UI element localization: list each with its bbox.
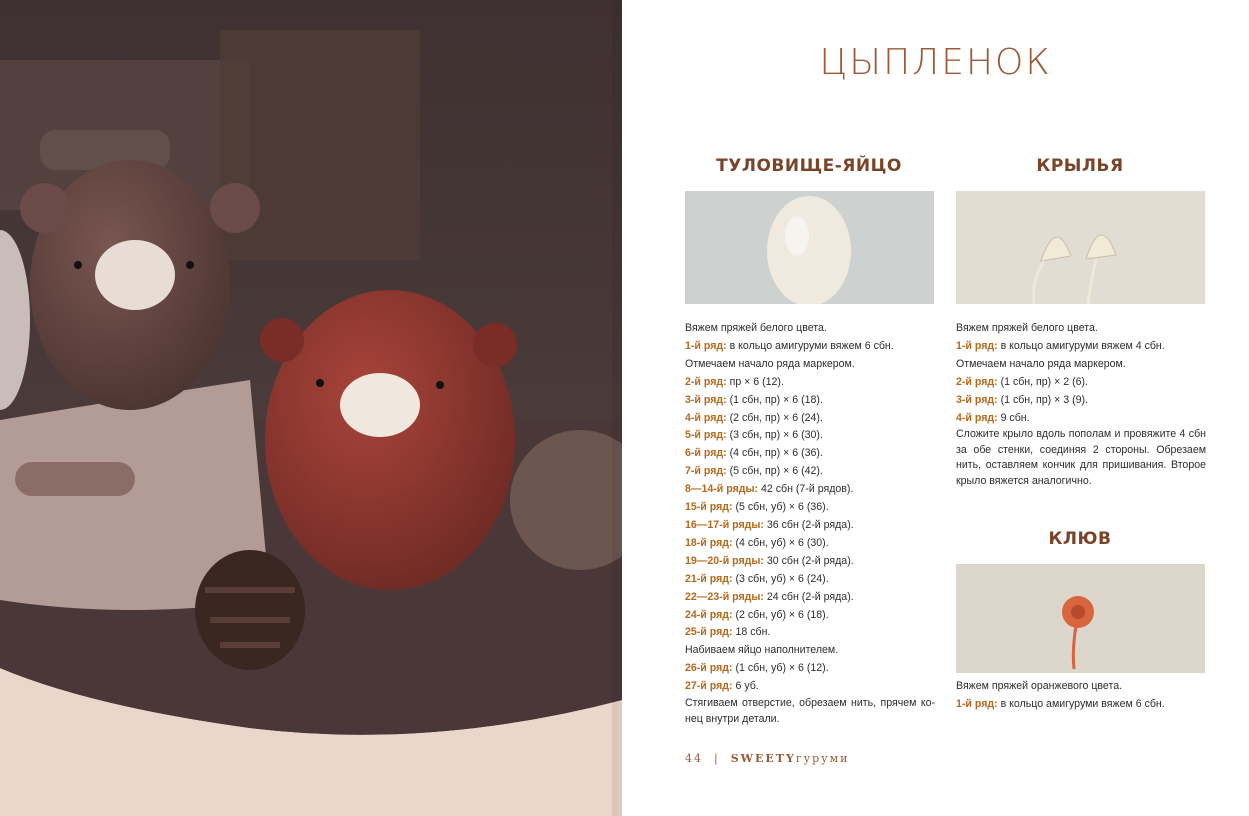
- row-label: 27-й ряд:: [685, 680, 733, 693]
- row-text: (4 сбн, уб) × 6 (30).: [732, 536, 829, 549]
- row-text: в кольцо амигуруми вяжем 6 сбн.: [726, 339, 894, 352]
- instruction-line: [956, 410, 1206, 428]
- row-text: (1 сбн, пр) × 3 (9).: [997, 393, 1089, 406]
- row-text: 6 уб.: [732, 680, 759, 693]
- row-text: 36 сбн (2-й ряда).: [763, 518, 854, 531]
- row-label: 4-й ряд:: [685, 411, 727, 424]
- row-label: 24-й ряд:: [685, 608, 733, 621]
- row-label: 1-й ряд:: [956, 697, 998, 710]
- page-number: 44: [685, 752, 703, 765]
- row-text: Набиваем яйцо наполнителем.: [685, 644, 839, 657]
- instruction-line: [685, 499, 935, 517]
- row-text: Отмечаем начало ряда маркером.: [956, 357, 1126, 370]
- row-text: (3 сбн, уб) × 6 (24).: [732, 572, 829, 585]
- row-label: 5-й ряд:: [685, 429, 727, 442]
- right-page: [622, 0, 1249, 816]
- row-text: 30 сбн (2-й ряда).: [763, 554, 854, 567]
- page-gutter-shadow: [612, 0, 622, 816]
- row-label: 6-й ряд:: [685, 447, 727, 460]
- instruction-line: [685, 517, 935, 535]
- row-text: Отмечаем начало ряда маркером.: [685, 357, 855, 370]
- row-label: 22—23-й ряды:: [685, 590, 764, 603]
- row-label: 4-й ряд:: [956, 411, 998, 424]
- instruction-line: [685, 338, 935, 356]
- instruction-line: [685, 320, 935, 338]
- instruction-line: [685, 392, 935, 410]
- row-label: 21-й ряд:: [685, 572, 733, 585]
- instruction-line: [956, 696, 1206, 714]
- row-label: 2-й ряд:: [956, 375, 998, 388]
- row-text: в кольцо амигуруми вяжем 4 сбн.: [997, 339, 1165, 352]
- row-text: (1 сбн, пр) × 6 (18).: [726, 393, 823, 406]
- row-text: пр × 6 (12).: [726, 375, 784, 388]
- body-section-heading: ТУЛОВИЩЕ-ЯЙЦО: [716, 156, 902, 176]
- instruction-line: [685, 642, 935, 660]
- row-label: 2-й ряд:: [685, 375, 727, 388]
- row-text: (1 сбн, уб) × 6 (12).: [732, 662, 829, 675]
- row-label: 1-й ряд:: [685, 339, 727, 352]
- row-text: 18 сбн.: [732, 626, 771, 639]
- row-label: 8—14-й ряды:: [685, 483, 759, 496]
- row-text: Вяжем пряжей белого цвета.: [956, 322, 1098, 334]
- row-label: 26-й ряд:: [685, 662, 733, 675]
- crochet-egg-body-photo: [685, 191, 934, 304]
- row-text: (3 сбн, пр) × 6 (30).: [726, 429, 823, 442]
- instruction-line: [956, 338, 1206, 356]
- row-text: (1 сбн, пр) × 2 (6).: [997, 375, 1089, 388]
- row-text: 42 сбн (7-й рядов).: [758, 483, 854, 496]
- instruction-line: [685, 445, 935, 463]
- row-text: 24 сбн (2-й ряда).: [763, 590, 854, 603]
- wings-closing-text: Сложите крыло вдоль пополам и провяжите 4 сбн за обе стенки, соединяя 2 стороны. Обрезаем нить, оставляем кончик для пришивания. Второе крыло вяжется аналогично.: [956, 428, 1206, 487]
- instruction-line: [685, 481, 935, 499]
- row-text: Вяжем пряжей белого цвета.: [685, 322, 827, 334]
- row-text: (5 сбн, уб) × 6 (36).: [732, 501, 829, 514]
- crochet-wings-photo: [956, 191, 1205, 304]
- instruction-line: [685, 607, 935, 625]
- body-closing-text: Стягиваем отверстие, обрезаем нить, прячем конец внутри детали.: [685, 697, 935, 725]
- instruction-line: [685, 678, 935, 696]
- instruction-line: [956, 678, 1206, 696]
- instruction-line: [685, 589, 935, 607]
- instruction-line: [685, 571, 935, 589]
- body-instructions: [685, 320, 935, 727]
- crochet-animals-photo: [0, 0, 622, 816]
- brand-name-tail: гуруми: [795, 752, 850, 765]
- row-label: 3-й ряд:: [685, 393, 727, 406]
- row-label: 15-й ряд:: [685, 501, 733, 514]
- row-label: 19—20-й ряды:: [685, 554, 764, 567]
- page-title: ЦЫПЛЕНОК: [819, 42, 1052, 83]
- row-label: 18-й ряд:: [685, 536, 733, 549]
- instruction-line: [956, 374, 1206, 392]
- instruction-line: [685, 535, 935, 553]
- instruction-line: [956, 392, 1206, 410]
- row-label: 16—17-й ряды:: [685, 518, 764, 531]
- row-text: 9 сбн.: [997, 411, 1030, 424]
- row-text: (2 сбн, пр) × 6 (24).: [726, 411, 823, 424]
- instruction-line: [685, 553, 935, 571]
- row-text: Вяжем пряжей оранжевого цвета.: [956, 680, 1123, 692]
- crochet-beak-photo: [956, 564, 1205, 673]
- instruction-line: [685, 624, 935, 642]
- instruction-line: [956, 320, 1206, 338]
- left-page: [0, 0, 622, 816]
- page-footer: [685, 752, 849, 765]
- instruction-line: [956, 356, 1206, 374]
- beak-instructions: [956, 678, 1206, 714]
- row-text: (4 сбн, пр) × 6 (36).: [726, 447, 823, 460]
- instruction-line: [685, 427, 935, 445]
- row-label: 7-й ряд:: [685, 465, 727, 478]
- wings-instructions: [956, 320, 1206, 489]
- row-text: в кольцо амигуруми вяжем 6 сбн.: [997, 697, 1165, 710]
- beak-section-heading: КЛЮВ: [1048, 529, 1112, 549]
- row-label: 3-й ряд:: [956, 393, 998, 406]
- instruction-line: [685, 374, 935, 392]
- instruction-line: [685, 410, 935, 428]
- footer-separator: |: [714, 752, 720, 765]
- instruction-line: [685, 356, 935, 374]
- instruction-line: [685, 660, 935, 678]
- brand-name-caps: SWEETY: [730, 752, 796, 765]
- instruction-line: [685, 463, 935, 481]
- row-text: (2 сбн, уб) × 6 (18).: [732, 608, 829, 621]
- row-text: (5 сбн, пр) × 6 (42).: [726, 465, 823, 478]
- row-label: 1-й ряд:: [956, 339, 998, 352]
- row-label: 25-й ряд:: [685, 626, 733, 639]
- wings-section-heading: КРЫЛЬЯ: [1036, 156, 1124, 176]
